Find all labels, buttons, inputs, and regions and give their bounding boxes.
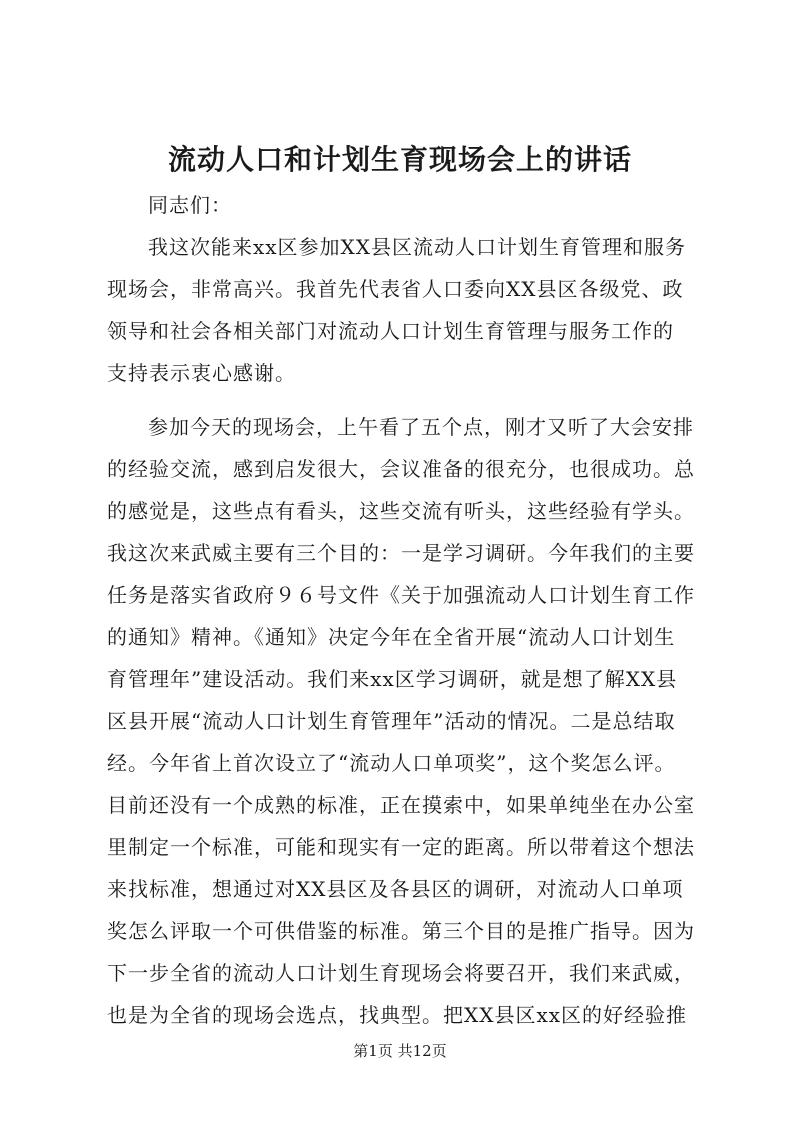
body-text-line: 现场会，非常高兴。我首先代表省人口委向XX县区各级党、政 xyxy=(107,277,684,301)
body-text-line: 我这次来武威主要有三个目的：一是学习调研。今年我们的主要 xyxy=(107,541,695,565)
body-text-line: 经。今年省上首次设立了“流动人口单项奖”，这个奖怎么评。 xyxy=(107,751,676,775)
body-text-line: 领导和社会各相关部门对流动人口计划生育管理与服务工作的 xyxy=(107,319,674,343)
body-text-line: 育管理年”建设活动。我们来xx区学习调研，就是想了解XX县 xyxy=(107,667,678,691)
body-text-line: 我这次能来xx区参加XX县区流动人口计划生育管理和服务 xyxy=(148,235,687,259)
body-text-line: 来找标准，想通过对XX县区及各县区的调研，对流动人口单项 xyxy=(107,877,684,901)
body-text-line: 也是为全省的现场会选点，找典型。把XX县区xx区的好经验推 xyxy=(107,1003,688,1027)
body-text-line: 参加今天的现场会，上午看了五个点，刚才又听了大会安排 xyxy=(148,415,694,439)
body-text-line: 的感觉是，这些点有看头，这些交流有听头，这些经验有学头。 xyxy=(107,499,695,523)
body-text-line: 下一步全省的流动人口计划生育现场会将要召开，我们来武威， xyxy=(107,961,695,985)
body-text-line: 奖怎么评取一个可供借鉴的标准。第三个目的是推广指导。因为 xyxy=(107,919,695,943)
body-text-line: 的通知》精神。《通知》决定今年在全省开展“流动人口计划生 xyxy=(107,625,676,649)
body-text-line: 区县开展“流动人口计划生育管理年”活动的情况。二是总结取 xyxy=(107,709,676,733)
salutation-line: 同志们： xyxy=(148,193,232,217)
body-text-line: 支持表示衷心感谢。 xyxy=(107,361,296,385)
body-text-line: 里制定一个标准，可能和现实有一定的距离。所以带着这个想法 xyxy=(107,835,695,859)
page-title: 流动人口和计划生育现场会上的讲话 xyxy=(167,143,632,176)
body-text-line: 目前还没有一个成熟的标准，正在摸索中，如果单纯坐在办公室 xyxy=(107,793,695,817)
page-number-footer: 第1页 共12页 xyxy=(353,1042,447,1060)
body-text-line: 的经验交流，感到启发很大，会议准备的很充分，也很成功。总 xyxy=(107,457,695,481)
body-text-line: 任务是落实省政府９６号文件《关于加强流动人口计划生育工作 xyxy=(107,583,695,607)
